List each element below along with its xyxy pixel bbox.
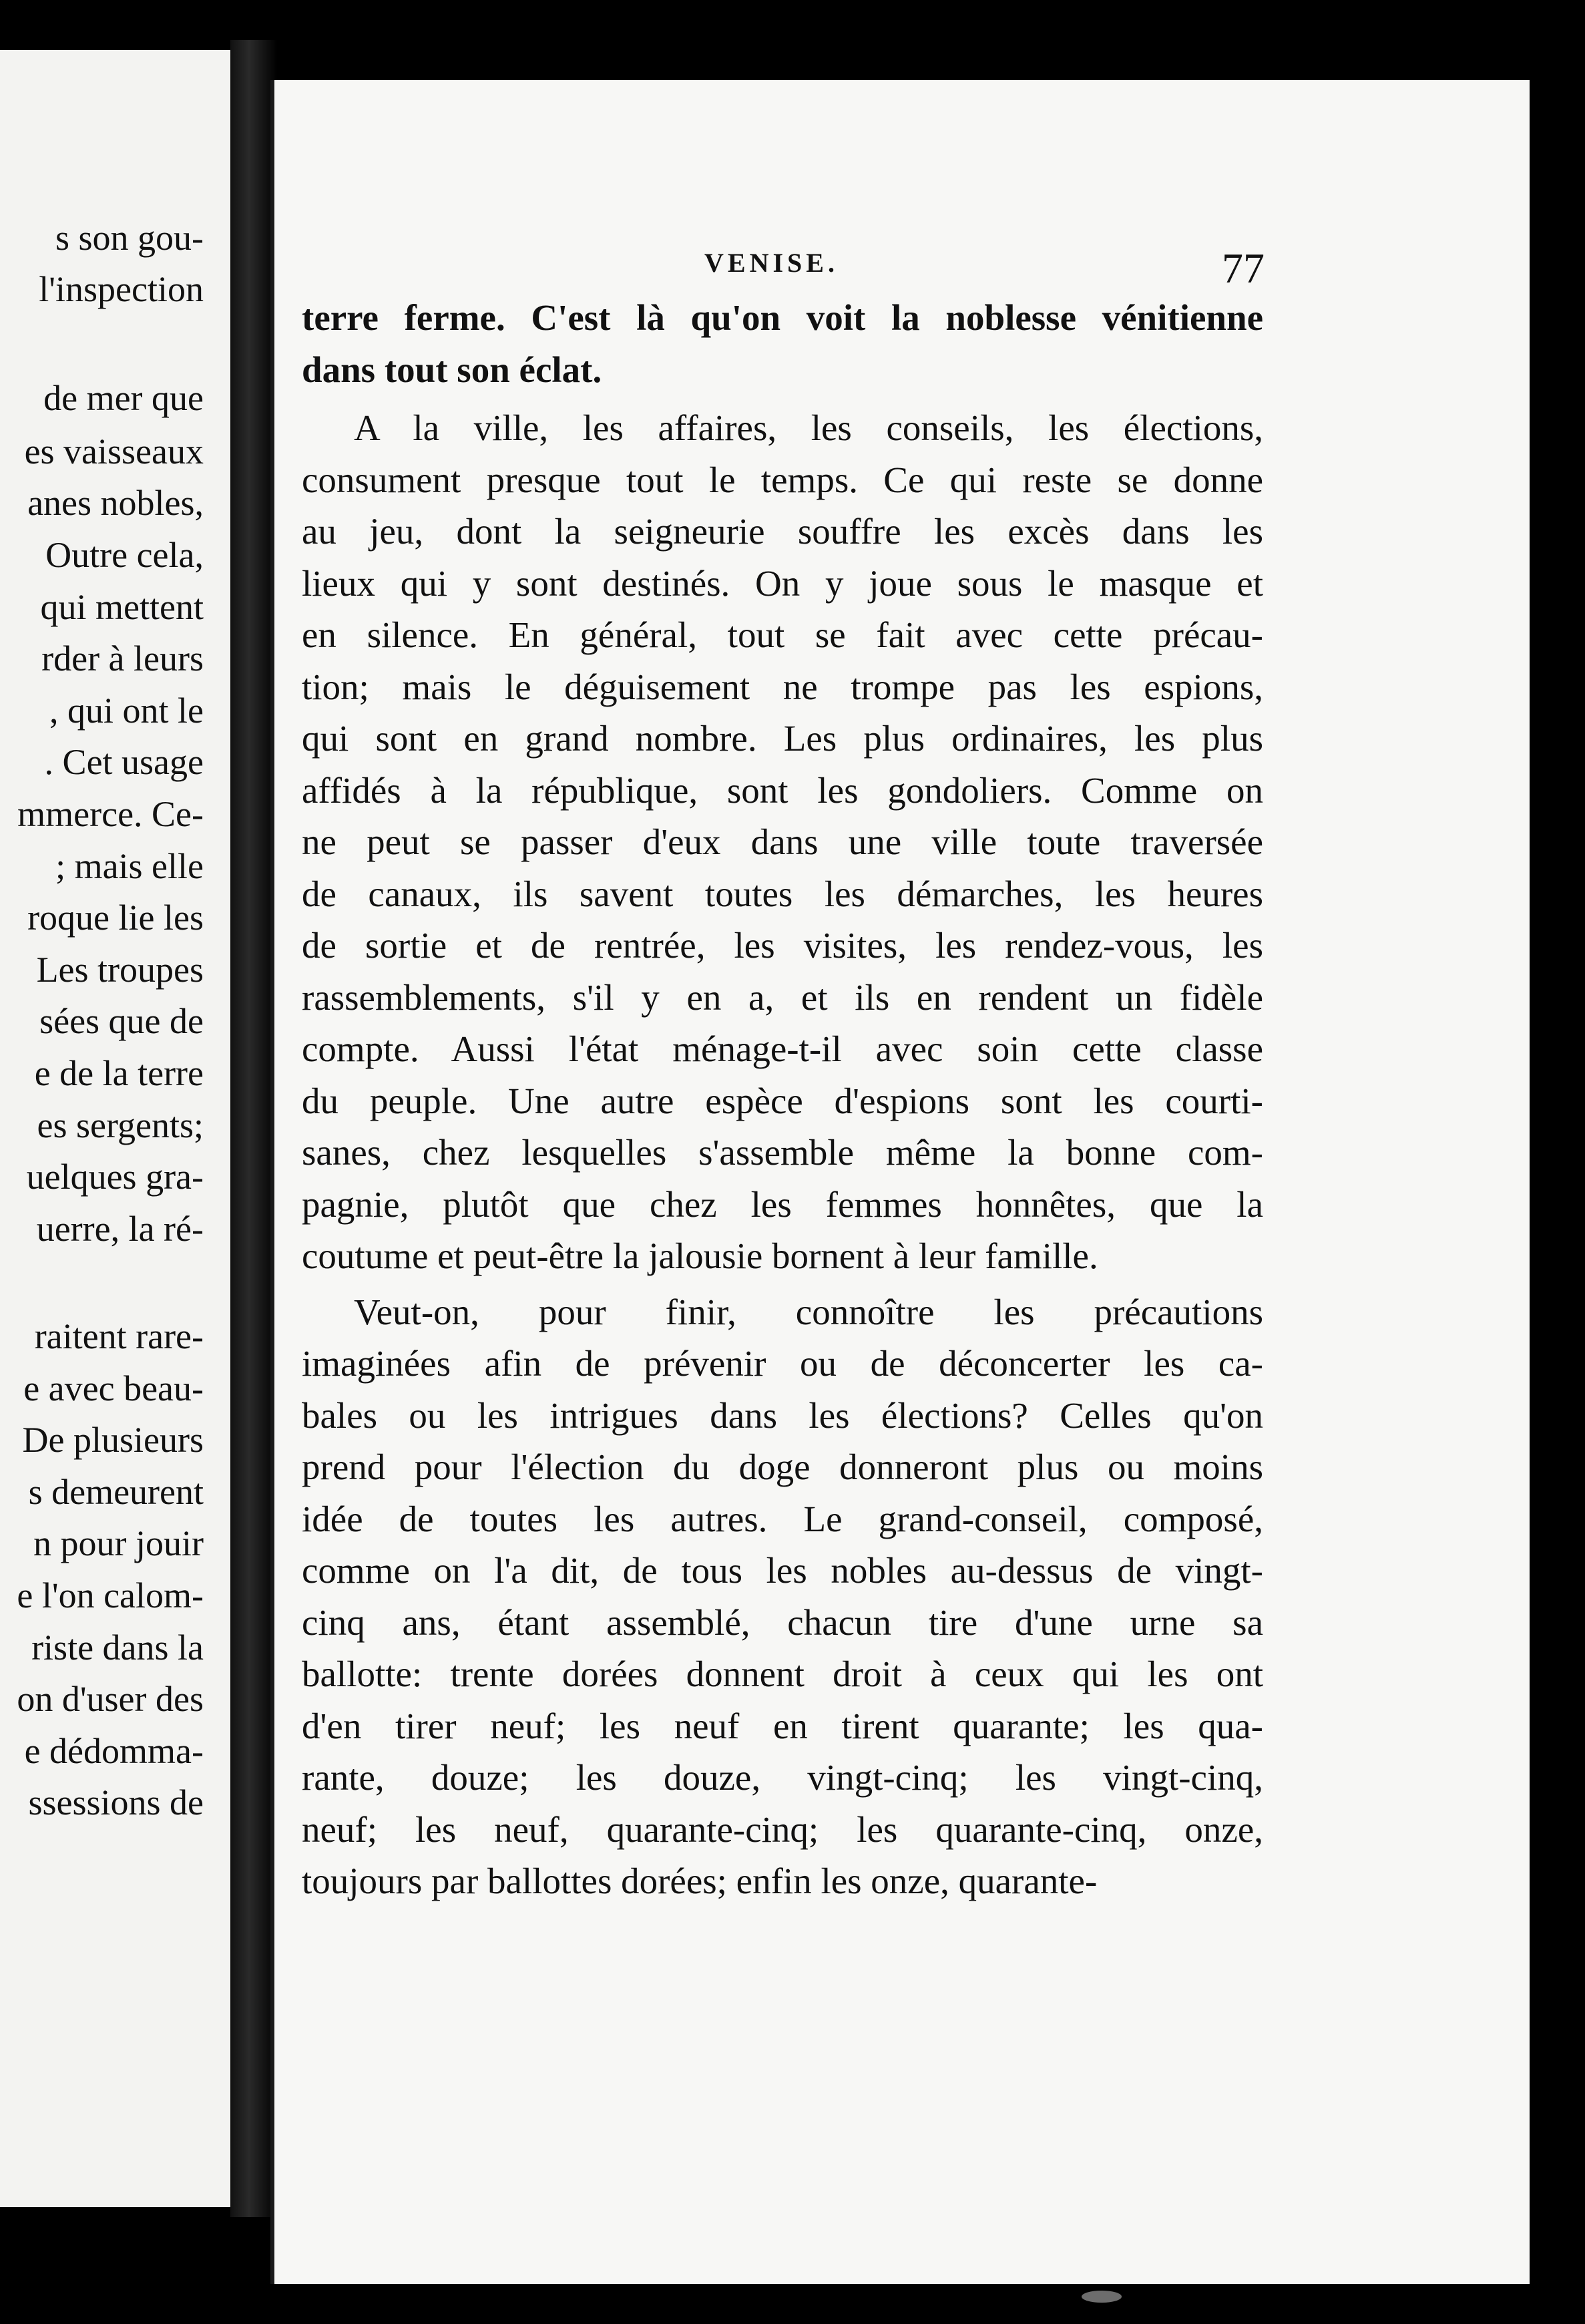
previous-page-line: qui mettent: [40, 587, 204, 627]
body-text-line: cinq ans, étant assemblé, chacun tire d'une urne sa: [302, 1601, 1263, 1643]
body-text-line: compte. Aussi l'état ménage-t-il avec soin cette classe: [302, 1028, 1263, 1069]
body-text-line: sanes, chez lesquelles s'assemble même la bonne com-: [302, 1132, 1263, 1173]
body-text-line: du peuple. Une autre espèce d'espions sont les courti-: [302, 1080, 1263, 1121]
previous-page-line: e de la terre: [34, 1053, 204, 1093]
body-text-line: neuf; les neuf, quarante-cinq; les quarante-cinq, onze,: [302, 1808, 1263, 1850]
body-text-line: bales ou les intrigues dans les élections? Celles qu'on: [302, 1394, 1263, 1436]
body-text-line: terre ferme. C'est là qu'on voit la noblesse vénitienne: [302, 297, 1263, 338]
body-text-line: idée de toutes les autres. Le grand-conseil, composé,: [302, 1498, 1263, 1539]
body-text-line: pagnie, plutôt que chez les femmes honnêtes, que la: [302, 1183, 1263, 1225]
previous-page-line: Outre cela,: [45, 535, 204, 575]
body-text-line: ne peut se passer d'eux dans une ville toute traversée: [302, 821, 1263, 862]
body-text-line: dans tout son éclat.: [302, 349, 602, 390]
previous-page-line: De plusieurs: [22, 1420, 204, 1460]
body-text-line: rante, douze; les douze, vingt-cinq; les vingt-cinq,: [302, 1757, 1263, 1798]
body-text-line: A la ville, les affaires, les conseils, les élections,: [354, 407, 1263, 448]
previous-page-line: roque lie les: [27, 898, 204, 938]
previous-page-line: rder à leurs: [41, 638, 204, 679]
body-text-line: d'en tirer neuf; les neuf en tirent quarante; les qua-: [302, 1705, 1263, 1746]
previous-page-line: de mer que: [43, 378, 204, 418]
body-text-line: affidés à la république, sont les gondoliers. Comme on: [302, 769, 1263, 811]
previous-page-line: e avec beau-: [23, 1368, 204, 1408]
body-text-line: au jeu, dont la seigneurie souffre les excès dans les: [302, 511, 1263, 552]
body-text-line: qui sont en grand nombre. Les plus ordinaires, les plus: [302, 718, 1263, 759]
previous-page-line: sées que de: [39, 1001, 204, 1041]
previous-page-line: anes nobles,: [27, 483, 204, 523]
previous-page-line: on d'user des: [17, 1679, 204, 1719]
previous-page-line: s son gou-: [55, 218, 204, 258]
body-text-line: comme on l'a dit, de tous les nobles au-dessus de vingt-: [302, 1550, 1263, 1591]
previous-page: [0, 50, 230, 2207]
body-text-line: consument presque tout le temps. Ce qui reste se donne: [302, 459, 1263, 500]
previous-page-line: s demeurent: [28, 1472, 204, 1512]
body-text-line: en silence. En général, tout se fait avec cette précau-: [302, 614, 1263, 655]
page-number: 77: [1222, 244, 1265, 292]
body-text-line: tion; mais le déguisement ne trompe pas les espions,: [302, 666, 1263, 707]
previous-page-line: uelques gra-: [26, 1157, 204, 1197]
previous-page-line: es vaisseaux: [24, 431, 204, 471]
previous-page-line: l'inspection: [39, 269, 204, 309]
previous-page-line: ssessions de: [28, 1782, 204, 1822]
body-text-line: toujours par ballottes dorées; enfin les onze, quarante-: [302, 1861, 1098, 1901]
body-text-line: Veut-on, pour finir, connoître les précautions: [354, 1291, 1263, 1332]
previous-page-line: . Cet usage: [44, 742, 204, 782]
previous-page-line: e dédomma-: [24, 1731, 204, 1771]
previous-page-line: Les troupes: [36, 950, 204, 990]
body-text-line: ballotte: trente dorées donnent droit à ceux qui les ont: [302, 1654, 1263, 1694]
previous-page-line: es sergents;: [37, 1105, 204, 1145]
body-text-line: prend pour l'élection du doge donneront plus ou moins: [302, 1446, 1263, 1487]
running-title: VENISE.: [704, 248, 839, 278]
body-text-line: coutume et peut-être la jalousie bornent à leur famille.: [302, 1235, 1098, 1276]
body-text-line: rassemblements, s'il y en a, et ils en rendent un fidèle: [302, 976, 1263, 1018]
previous-page-line: mmerce. Ce-: [17, 794, 204, 834]
previous-page-line: n pour jouir: [33, 1523, 204, 1563]
body-text-line: lieux qui y sont destinés. On y joue sous le masque et: [302, 562, 1263, 604]
scan-artifact: [1082, 2291, 1122, 2303]
previous-page-line: uerre, la ré-: [36, 1209, 204, 1249]
previous-page-line: , qui ont le: [49, 691, 204, 731]
previous-page-line: e l'on calom-: [17, 1575, 204, 1615]
previous-page-line: ; mais elle: [55, 846, 204, 886]
body-text-line: imaginées afin de prévenir ou de déconcerter les ca-: [302, 1343, 1263, 1384]
body-text-line: de canaux, ils savent toutes les démarches, les heures: [302, 873, 1263, 914]
previous-page-line: riste dans la: [31, 1627, 204, 1668]
body-text-line: de sortie et de rentrée, les visites, les rendez-vous, les: [302, 925, 1263, 966]
previous-page-line: raitent rare-: [34, 1316, 204, 1356]
